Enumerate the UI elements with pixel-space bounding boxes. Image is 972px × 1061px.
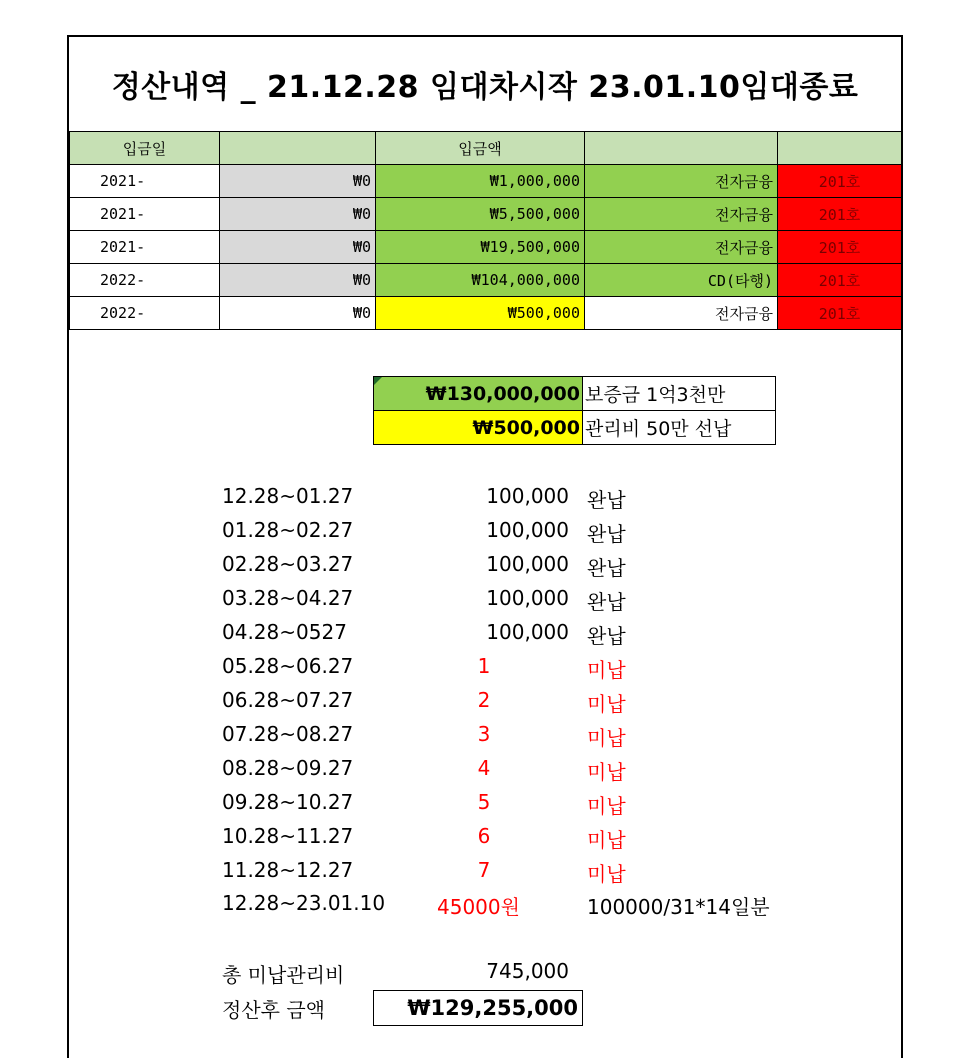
period-cell[interactable]: 08.28~09.27 — [222, 756, 354, 780]
final-amount-label[interactable]: 정산후 금액 — [222, 998, 325, 1022]
deposit-ledger-table — [69, 131, 902, 330]
monthly-fee-row — [69, 582, 901, 616]
ledger-row — [70, 165, 902, 198]
fee-value-cell[interactable]: 100,000 — [486, 620, 569, 644]
payment-status-cell[interactable]: 완납 — [587, 488, 626, 512]
payment-status-cell[interactable]: 완납 — [587, 556, 626, 580]
ledger-row — [70, 264, 902, 297]
row-amount[interactable]: ₩104,000,000 — [376, 264, 585, 297]
monthly-fee-row — [69, 718, 901, 752]
row-zero[interactable]: ₩0 — [220, 264, 376, 297]
row-date[interactable]: 2021- — [70, 198, 220, 231]
monthly-fee-row — [69, 480, 901, 514]
ledger-header-row — [70, 132, 902, 165]
period-cell[interactable]: 01.28~02.27 — [222, 518, 354, 542]
header-deposit-date[interactable]: 입금일 — [70, 132, 220, 165]
prorated-value-cell[interactable]: 45000원 — [437, 895, 520, 919]
row-date[interactable]: 2021- — [70, 165, 220, 198]
period-cell[interactable]: 02.28~03.27 — [222, 552, 354, 576]
fee-value-cell[interactable]: 5 — [477, 790, 491, 814]
prorated-note-cell[interactable]: 100000/31*14일분 — [587, 895, 770, 919]
row-date[interactable]: 2021- — [70, 231, 220, 264]
last-period-row — [69, 887, 901, 921]
fee-total-cell[interactable]: ₩500,000 — [374, 411, 583, 445]
monthly-fee-row — [69, 650, 901, 684]
fee-value-cell[interactable]: 4 — [477, 756, 491, 780]
row-method[interactable]: 전자금융 — [585, 198, 778, 231]
monthly-fee-row — [69, 548, 901, 582]
period-cell[interactable]: 07.28~08.27 — [222, 722, 354, 746]
fee-value-cell[interactable]: 7 — [477, 858, 491, 882]
monthly-fee-row — [69, 616, 901, 650]
period-cell[interactable]: 11.28~12.27 — [222, 858, 354, 882]
fee-value-cell[interactable]: 100,000 — [486, 586, 569, 610]
monthly-fee-row — [69, 684, 901, 718]
header-deposit-amount[interactable]: 입금액 — [376, 132, 585, 165]
row-method[interactable]: 전자금융 — [585, 165, 778, 198]
row-unit[interactable]: 201호 — [778, 264, 902, 297]
period-cell[interactable]: 05.28~06.27 — [222, 654, 354, 678]
payment-status-cell[interactable]: 미납 — [587, 726, 626, 750]
final-amount-cell[interactable]: ₩129,255,000 — [373, 990, 583, 1026]
unpaid-total-value[interactable]: 745,000 — [486, 959, 569, 983]
row-method[interactable]: 전자금융 — [585, 297, 778, 330]
period-cell[interactable]: 09.28~10.27 — [222, 790, 354, 814]
monthly-fee-row — [69, 514, 901, 548]
row-amount[interactable]: ₩1,000,000 — [376, 165, 585, 198]
row-unit[interactable]: 201호 — [778, 198, 902, 231]
row-unit[interactable]: 201호 — [778, 297, 902, 330]
fee-value-cell[interactable]: 3 — [477, 722, 491, 746]
row-zero[interactable]: ₩0 — [220, 297, 376, 330]
fee-value-cell[interactable]: 100,000 — [486, 518, 569, 542]
row-zero[interactable]: ₩0 — [220, 165, 376, 198]
row-date[interactable]: 2022- — [70, 297, 220, 330]
payment-status-cell[interactable]: 완납 — [587, 624, 626, 648]
row-zero[interactable]: ₩0 — [220, 231, 376, 264]
spreadsheet-sheet — [67, 35, 903, 1058]
period-cell[interactable]: 04.28~0527 — [222, 620, 347, 644]
payment-status-cell[interactable]: 완납 — [587, 590, 626, 614]
payment-status-cell[interactable]: 미납 — [587, 760, 626, 784]
row-date[interactable]: 2022- — [70, 264, 220, 297]
payment-status-cell[interactable]: 미납 — [587, 692, 626, 716]
period-cell[interactable]: 12.28~01.27 — [222, 484, 354, 508]
ledger-row — [70, 231, 902, 264]
fee-label-cell[interactable]: 관리비 50만 선납 — [583, 411, 776, 445]
fee-value-cell[interactable]: 100,000 — [486, 484, 569, 508]
payment-status-cell[interactable]: 미납 — [587, 794, 626, 818]
header-blank-2[interactable] — [585, 132, 778, 165]
payment-status-cell[interactable]: 미납 — [587, 862, 626, 886]
fee-value-cell[interactable]: 1 — [477, 654, 491, 678]
period-cell[interactable]: 10.28~11.27 — [222, 824, 354, 848]
deposit-summary-row — [374, 377, 776, 411]
fee-value-cell[interactable]: 100,000 — [486, 552, 569, 576]
payment-status-cell[interactable]: 완납 — [587, 522, 626, 546]
deposit-total-cell[interactable]: ₩130,000,000 — [374, 377, 583, 411]
fee-value-cell[interactable]: 6 — [477, 824, 491, 848]
period-cell[interactable]: 06.28~07.27 — [222, 688, 354, 712]
row-method[interactable]: 전자금융 — [585, 231, 778, 264]
comment-marker-icon — [374, 377, 382, 385]
period-cell[interactable]: 12.28~23.01.10 — [222, 891, 386, 915]
monthly-fee-row — [69, 786, 901, 820]
ledger-row — [70, 198, 902, 231]
row-amount[interactable]: ₩19,500,000 — [376, 231, 585, 264]
row-amount[interactable]: ₩5,500,000 — [376, 198, 585, 231]
monthly-fee-row — [69, 752, 901, 786]
row-zero[interactable]: ₩0 — [220, 198, 376, 231]
row-amount[interactable]: ₩500,000 — [376, 297, 585, 330]
period-cell[interactable]: 03.28~04.27 — [222, 586, 354, 610]
summary-table — [373, 376, 776, 445]
monthly-fee-row — [69, 854, 901, 888]
fee-value-cell[interactable]: 2 — [477, 688, 491, 712]
payment-status-cell[interactable]: 미납 — [587, 658, 626, 682]
fee-summary-row — [374, 411, 776, 445]
row-unit[interactable]: 201호 — [778, 165, 902, 198]
ledger-row — [70, 297, 902, 330]
unpaid-total-label[interactable]: 총 미납관리비 — [222, 963, 345, 987]
payment-status-cell[interactable]: 미납 — [587, 828, 626, 852]
row-method[interactable]: CD(타행) — [585, 264, 778, 297]
header-blank-3[interactable] — [778, 132, 902, 165]
deposit-label-cell[interactable]: 보증금 1억3천만 — [583, 377, 776, 411]
sheet-title: 정산내역 _ 21.12.28 임대차시작 23.01.10임대종료 — [111, 70, 859, 105]
unpaid-total-row — [69, 955, 901, 989]
header-blank-1[interactable] — [220, 132, 376, 165]
row-unit[interactable]: 201호 — [778, 231, 902, 264]
monthly-fee-row — [69, 820, 901, 854]
